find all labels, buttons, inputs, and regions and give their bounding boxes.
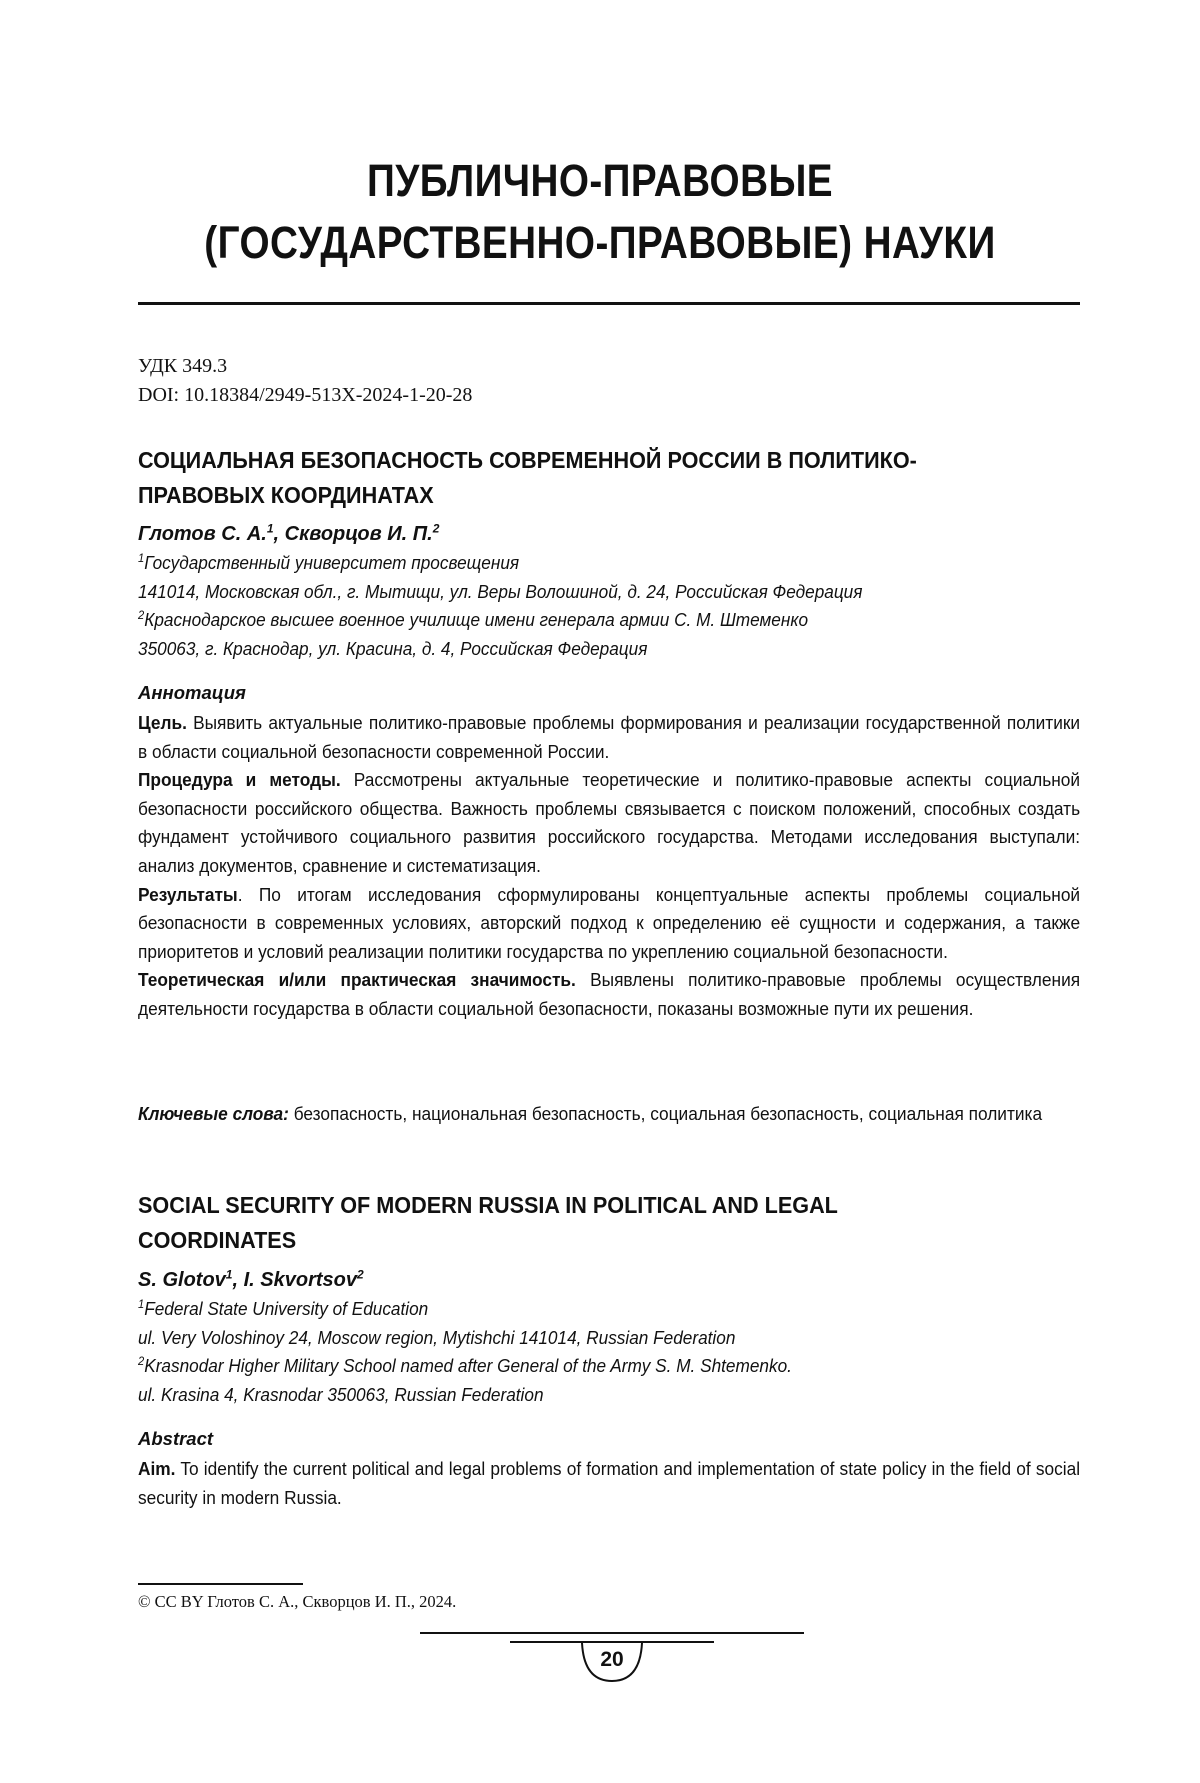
author-2-ru-sup: 2 — [432, 521, 440, 536]
aim-label-en: Aim. — [138, 1458, 176, 1479]
affiliation-1-ru-address: 141014, Московская обл., г. Мытищи, ул. Веры Волошиной, д. 24, Российская Федерация — [138, 580, 863, 602]
article-title-ru-line-1: СОЦИАЛЬНАЯ БЕЗОПАСНОСТЬ СОВРЕМЕННОЙ РОССИИ В ПОЛИТИКО- — [138, 447, 917, 473]
affiliation-1-en-address: ul. Very Voloshinoy 24, Moscow region, Mytishchi 141014, Russian Federation — [138, 1326, 736, 1348]
page-number-rule-top — [420, 1632, 804, 1634]
affiliations-en — [138, 1295, 1031, 1409]
article-title-ru — [138, 443, 966, 513]
abstract-heading-ru: Аннотация — [138, 682, 246, 703]
authors-en — [138, 1266, 364, 1294]
aim-label-ru: Цель. — [138, 712, 187, 733]
affiliation-1-en — [138, 1295, 1031, 1324]
results-text-ru: . По итогам исследования сформулированы концептуальные аспекты проблемы социальной безопасности в современных условиях, авторский подход к определению её сущности и содержания, а также приоритетов и условий реализации политики государства по укреплению социальной безопасности. — [138, 883, 1081, 962]
author-2-en-sup: 2 — [357, 1267, 364, 1282]
section-heading-line-1: ПУБЛИЧНО-ПРАВОВЫЕ — [366, 155, 834, 206]
author-1-en-sup: 1 — [225, 1267, 233, 1282]
significance-paragraph-ru — [138, 966, 1080, 1023]
results-label-ru: Результаты — [138, 883, 238, 905]
section-heading — [84, 150, 1116, 274]
abstract-body-en — [138, 1455, 1080, 1512]
author-1-ru: Глотов С. А. — [138, 523, 267, 545]
page-number: 20 — [600, 1648, 624, 1671]
author-1-ru-sup: 1 — [266, 521, 274, 536]
keywords-label-ru: Ключевые слова: — [138, 1103, 289, 1124]
affiliation-1-ru — [138, 549, 1031, 578]
affiliation-1-en-sup: 1 — [138, 1296, 145, 1311]
author-2-en: I. Skvortsov — [243, 1269, 357, 1291]
section-divider — [138, 302, 1080, 305]
affiliation-2-en-address: ul. Krasina 4, Krasnodar 350063, Russian Federation — [138, 1383, 544, 1405]
author-separator-ru: , — [273, 523, 285, 545]
methods-paragraph-ru — [138, 766, 1080, 880]
affiliation-1-en-name: Federal State University of Education — [144, 1298, 429, 1319]
affiliation-2-en-sup: 2 — [138, 1354, 145, 1369]
keywords-text-ru: безопасность, национальная безопасность, социальная безопасность, социальная политика — [288, 1103, 1043, 1124]
article-meta — [138, 352, 472, 410]
article-title-ru-line-2: ПРАВОВЫХ КООРДИНАТАХ — [138, 482, 434, 508]
affiliation-2-ru-sup: 2 — [138, 608, 145, 623]
affiliations-ru — [138, 549, 1031, 663]
methods-label-ru: Процедура и методы. — [138, 769, 341, 791]
author-separator-en: , — [232, 1269, 244, 1291]
aim-paragraph-ru — [138, 709, 1080, 766]
article-title-en-line-2: COORDINATES — [138, 1227, 297, 1253]
affiliation-2-en — [138, 1352, 1031, 1381]
affiliation-1-ru-name: Государственный университет просвещения — [144, 552, 520, 573]
article-title-en-line-1: SOCIAL SECURITY OF MODERN RUSSIA IN POLITICAL AND LEGAL — [138, 1192, 838, 1218]
keywords-ru — [138, 1100, 1080, 1129]
aim-text-ru: Выявить актуальные политико-правовые проблемы формирования и реализации государственной политики в области социальной безопасности современной России. — [138, 712, 1081, 762]
aim-paragraph-en — [138, 1455, 1080, 1512]
abstract-heading-en: Abstract — [138, 1428, 214, 1449]
affiliation-2-ru-address: 350063, г. Краснодар, ул. Красина, д. 4, Российская Федерация — [138, 637, 648, 659]
footnote-divider — [138, 1583, 303, 1585]
aim-text-en: To identify the current political and legal problems of formation and implementation of state policy in the field of social security in modern Russia. — [138, 1458, 1081, 1508]
udk-code: УДК 349.3 — [138, 355, 228, 377]
affiliation-2-ru-name: Краснодарское высшее военное училище имени генерала армии С. М. Штеменко — [144, 609, 809, 631]
copyright-note: © CC BY Глотов С. А., Скворцов И. П., 2024. — [138, 1592, 457, 1611]
results-paragraph-ru — [138, 881, 1080, 967]
authors-ru — [138, 520, 439, 548]
significance-label-ru: Теоретическая и/или практическая значимость. — [138, 969, 576, 991]
abstract-body-ru — [138, 709, 1080, 1024]
article-title-en — [138, 1188, 966, 1258]
keywords-paragraph-ru — [138, 1100, 1080, 1129]
methods-text-ru: Рассмотрены актуальные теоретические и политико-правовые аспекты социальной безопасности российского общества. Важность проблемы связывается с поиском положений, способных создать фундамент устойчивого социального развития российского государства. Методами исследования выступали: анализ документов, сравнение и систематизация. — [138, 769, 1081, 876]
significance-text-ru: Выявлены политико-правовые проблемы осуществления деятельности государства в области социальной безопасности, показаны возможные пути их решения. — [138, 969, 1081, 1019]
affiliation-2-en-name: Krasnodar Higher Military School named after General of the Army S. M. Shtemenko. — [144, 1355, 792, 1377]
author-1-en: S. Glotov — [138, 1269, 226, 1291]
affiliation-1-ru-sup: 1 — [138, 550, 145, 565]
doi: DOI: 10.18384/2949-513X-2024-1-20-28 — [138, 384, 473, 406]
section-heading-line-2: (ГОСУДАРСТВЕННО-ПРАВОВЫЕ) НАУКИ — [204, 217, 996, 268]
author-2-ru: Скворцов И. П. — [284, 523, 433, 545]
affiliation-2-ru — [138, 606, 1031, 635]
